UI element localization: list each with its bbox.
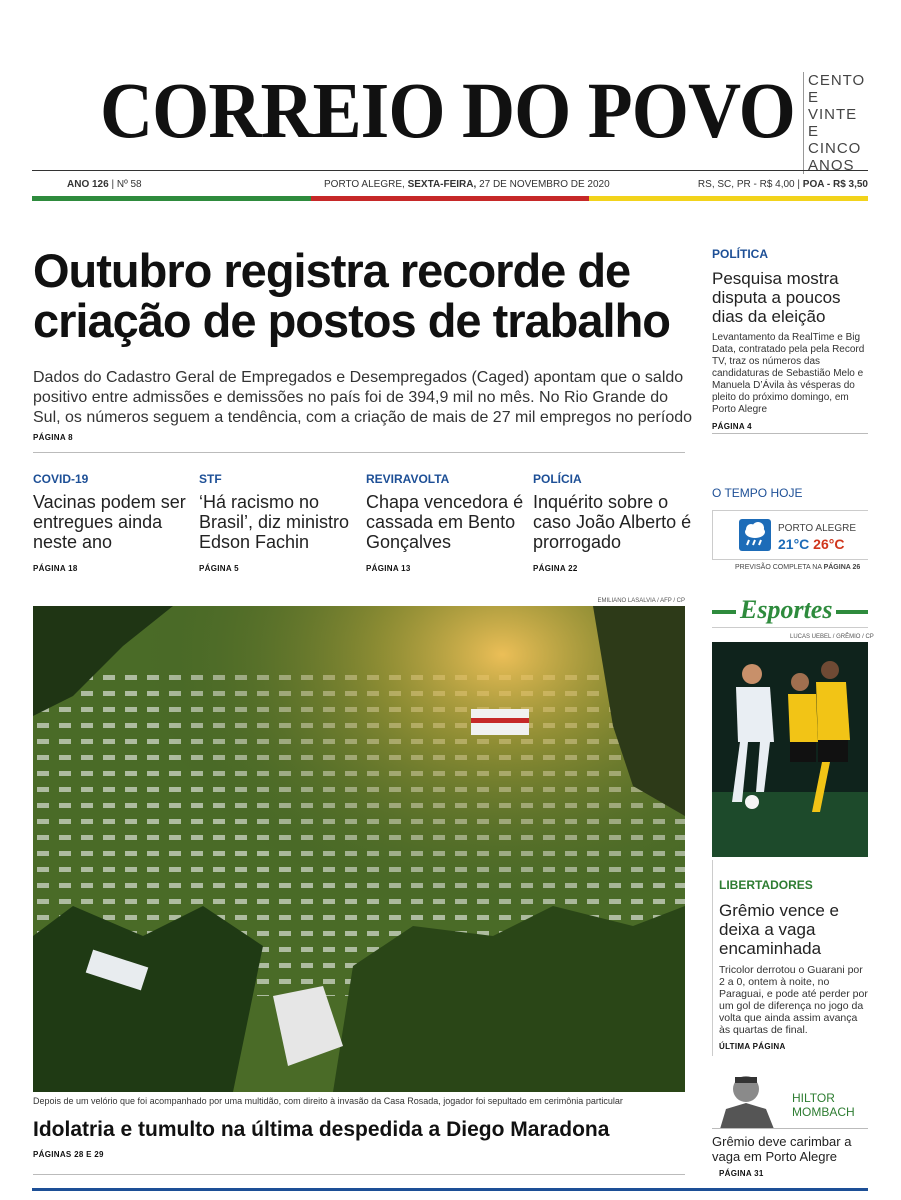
cemetery-aerial-illustration	[33, 606, 685, 1092]
sub-story-title: Inquérito sobre o caso João Alberto é prorrogado	[533, 492, 692, 552]
newspaper-logo: CORREIO DO POVO	[100, 68, 795, 155]
sub-story-kicker: STF	[199, 472, 222, 486]
sub-story-page: PÁGINA 5	[199, 564, 239, 573]
football-match-illustration	[712, 642, 868, 857]
divider	[33, 1174, 685, 1175]
dateline-city: PORTO ALEGRE,	[324, 179, 405, 190]
dateline-date: 27 DE NOVEMBRO DE 2020	[479, 179, 610, 190]
columnist-name: HILTOR MOMBACH	[792, 1091, 855, 1119]
photo-page-ref: PÁGINAS 28 E 29	[33, 1150, 104, 1159]
main-lead: Dados do Cadastro Geral de Empregados e Desempregados (Caged) apontam que o saldo positivo entre admissões e demissões no país foi de 394,9 mil no mês. No Rio Grande do Sul, os números seguem a tendência, com a criação de mais de 27 mil empregos no período	[33, 369, 693, 426]
price-poa: POA - R$ 3,50	[802, 179, 868, 190]
sub-story-page: PÁGINA 18	[33, 564, 78, 573]
weather-box[interactable]	[712, 510, 868, 560]
edition-number: Nº 58	[116, 179, 142, 190]
temp-max: 26°C	[813, 536, 845, 552]
sub-story-reviravolta[interactable]	[366, 472, 526, 573]
divider	[712, 433, 868, 434]
color-bar-red	[311, 196, 590, 201]
main-headline[interactable]: Outubro registra recorde de criação de postos de trabalho	[33, 244, 671, 347]
sports-page-ref: ÚLTIMA PÁGINA	[719, 1042, 786, 1051]
color-bar-green	[32, 196, 311, 201]
sub-story-title: ‘Há racismo no Brasil’, diz ministro Edson Fachin	[199, 492, 350, 552]
weather-note: PREVISÃO COMPLETA NA PÁGINA 26	[735, 564, 861, 571]
columnist-header[interactable]	[712, 1067, 868, 1127]
politica-story[interactable]	[712, 247, 868, 431]
politica-text: Levantamento da RealTime e Big Data, contratado pela pela Record TV, traz os números das candidaturas de Sebastião Melo e Manuela D’Ávila às vésperas do pleito do próximo domingo, em Porto Alegre	[712, 332, 865, 415]
football-match-photo[interactable]	[712, 642, 868, 857]
sub-story-kicker: POLÍCIA	[533, 472, 582, 486]
politica-kicker: POLÍTICA	[712, 247, 768, 261]
sports-text: Tricolor derrotou o Guarani por 2 a 0, ontem à noite, no Paraguai, e pode até perder por um gol de diferença no jogo da volta que ainda assim avança às quartas de final.	[719, 964, 868, 1036]
weather-note-page: PÁGINA 26	[823, 564, 861, 571]
dateline: ANO 126 | Nº 58 PORTO ALEGRE, SEXTA-FEIRA, 27 DE NOVEMBRO DE 2020 RS, SC, PR - R$ 4,00 | POA - R$ 3,50	[32, 170, 868, 190]
rain-cloud-icon	[739, 519, 771, 551]
bottom-rule	[32, 1188, 868, 1191]
divider	[712, 1128, 868, 1129]
columnist-page-ref: PÁGINA 31	[719, 1169, 764, 1178]
sub-story-kicker: REVIRAVOLTA	[366, 472, 450, 486]
columnist-title[interactable]: Grêmio deve carimbar a vaga em Porto Alegre	[712, 1134, 852, 1164]
columnist-photo	[716, 1067, 782, 1129]
weather-city: PORTO ALEGRE	[778, 523, 856, 534]
cemetery-aerial-photo[interactable]	[33, 606, 685, 1092]
state-color-bar	[32, 196, 868, 201]
edition-year: ANO 126	[67, 179, 109, 190]
main-page-ref: PÁGINA 8	[33, 433, 73, 442]
sub-story-title: Vacinas podem ser entregues ainda neste ano	[33, 492, 186, 552]
photo-caption: Depois de um velório que foi acompanhado por uma multidão, com direito à invasão da Casa Rosada, jogador foi sepultado em cerimônia particular	[33, 1096, 623, 1106]
sports-photo-credit: LUCAS UEBEL / GRÊMIO / CP	[790, 634, 874, 640]
weather-label: O TEMPO HOJE	[712, 486, 803, 500]
politica-title: Pesquisa mostra disputa a poucos dias da eleição	[712, 269, 841, 326]
sub-story-kicker: COVID-19	[33, 472, 89, 486]
sports-section-header[interactable]	[712, 594, 868, 628]
sub-story-covid[interactable]	[33, 472, 193, 573]
sports-kicker: LIBERTADORES	[719, 878, 813, 892]
columnist-portrait	[716, 1067, 782, 1129]
sub-story-title: Chapa vencedora é cassada em Bento Gonçalves	[366, 492, 524, 552]
sub-story-policia[interactable]	[533, 472, 693, 573]
dateline-weekday: SEXTA-FEIRA,	[407, 179, 477, 190]
sports-story[interactable]	[712, 860, 868, 1056]
sub-story-stf[interactable]	[199, 472, 359, 573]
sub-story-page: PÁGINA 22	[533, 564, 578, 573]
masthead-tagline: CENTO E VINTE E CINCO ANOS	[803, 72, 873, 174]
politica-page-ref: PÁGINA 4	[712, 422, 752, 431]
color-bar-yellow	[589, 196, 868, 201]
sports-section-title: Esportes	[736, 594, 836, 626]
sub-story-page: PÁGINA 13	[366, 564, 411, 573]
temp-min: 21°C	[778, 536, 810, 552]
divider	[33, 452, 685, 453]
sports-title: Grêmio vence e deixa a vaga encaminhada	[719, 901, 839, 958]
price-regions: RS, SC, PR - R$ 4,00	[697, 179, 795, 190]
photo-credit: EMILIANO LASALVIA / AFP / CP	[597, 598, 685, 604]
photo-headline[interactable]: Idolatria e tumulto na última despedida a Diego Maradona	[33, 1118, 610, 1141]
masthead	[100, 62, 800, 162]
